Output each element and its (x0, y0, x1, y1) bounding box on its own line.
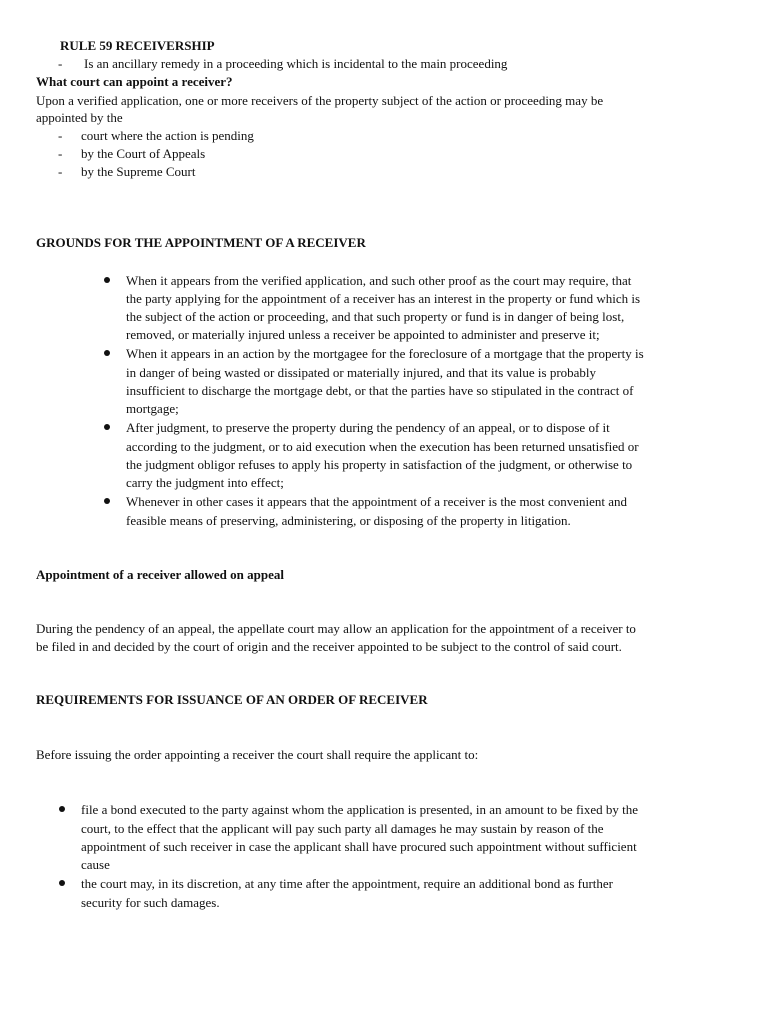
dash-marker: - (58, 56, 63, 71)
bullet-icon (104, 350, 110, 356)
court-item: by the Court of Appeals (81, 146, 206, 161)
q1-heading: What court can appoint a receiver? (36, 74, 233, 89)
bullet-icon (59, 806, 65, 812)
court-item: court where the action is pending (81, 128, 254, 143)
ground-line: When it appears from the verified application, and such other proof as the court may require, that (126, 273, 632, 288)
dash-marker: - (58, 146, 63, 161)
rule-title: RULE 59 RECEIVERSHIP (60, 38, 215, 53)
grounds-heading: GROUNDS FOR THE APPOINTMENT OF A RECEIVER (36, 235, 366, 250)
dash-marker: - (58, 164, 63, 179)
ground-line: the judgment obligor refuses to apply his property in satisfaction of the judgment, or otherwise to (126, 457, 633, 472)
requirement-line: security for such damages. (81, 895, 220, 910)
requirement-line: court, to the effect that the applicant will pay such party all damages he may sustain by reason of the (81, 821, 604, 836)
q1-paragraph-line: appointed by the (36, 110, 123, 125)
requirement-line: cause (81, 857, 110, 872)
requirement-line: appointment of such receiver in case the applicant shall have procured such appointment without sufficient (81, 839, 637, 854)
intro-dash-text: Is an ancillary remedy in a proceeding which is incidental to the main proceeding (84, 56, 508, 71)
ground-line: insufficient to discharge the mortgage debt, or that the parties have so stipulated in the contract of (126, 383, 634, 398)
appeal-heading: Appointment of a receiver allowed on appeal (36, 567, 284, 582)
bullet-icon (104, 277, 110, 283)
ground-line: in danger of being wasted or dissipated or materially injured, and that its value is probably (126, 365, 597, 380)
ground-line: Whenever in other cases it appears that the appointment of a receiver is the most convenient and (126, 494, 628, 509)
requirement-line: file a bond executed to the party against whom the application is presented, in an amount to be fixed by the (81, 802, 639, 817)
ground-line: mortgage; (126, 401, 179, 416)
requirements-heading: REQUIREMENTS FOR ISSUANCE OF AN ORDER OF RECEIVER (36, 692, 428, 707)
requirement-line: the court may, in its discretion, at any time after the appointment, require an additional bond as further (81, 876, 613, 891)
ground-line: the subject of the action or proceeding, and that such property or fund is in danger of being lost, (126, 309, 625, 324)
ground-line: After judgment, to preserve the property during the pendency of an appeal, or to dispose of it (126, 420, 610, 435)
requirements-intro: Before issuing the order appointing a receiver the court shall require the applicant to: (36, 747, 479, 762)
bullet-icon (104, 424, 110, 430)
ground-line: When it appears in an action by the mortgagee for the foreclosure of a mortgage that the property is (126, 346, 644, 361)
ground-line: the party applying for the appointment of a receiver has an interest in the property or fund which is (126, 291, 641, 306)
dash-marker: - (58, 128, 63, 143)
court-item: by the Supreme Court (81, 164, 196, 179)
ground-line: according to the judgment, or to aid execution when the execution has been returned unsatisfied or (126, 439, 639, 454)
ground-line: removed, or materially injured unless a receiver be appointed to administer and preserve it; (126, 327, 600, 342)
bullet-icon (104, 498, 110, 504)
bullet-icon (59, 880, 65, 886)
ground-line: feasible means of preserving, administering, or disposing of the property in litigation. (126, 513, 571, 528)
q1-paragraph-line: Upon a verified application, one or more receivers of the property subject of the action or proceeding may be (36, 93, 604, 108)
appeal-paragraph-line: During the pendency of an appeal, the appellate court may allow an application for the appointment of a receiver to (36, 621, 636, 636)
ground-line: carry the judgment into effect; (126, 475, 284, 490)
appeal-paragraph-line: be filed in and decided by the court of origin and the receiver appointed to be subject to the control of said court. (36, 639, 622, 654)
